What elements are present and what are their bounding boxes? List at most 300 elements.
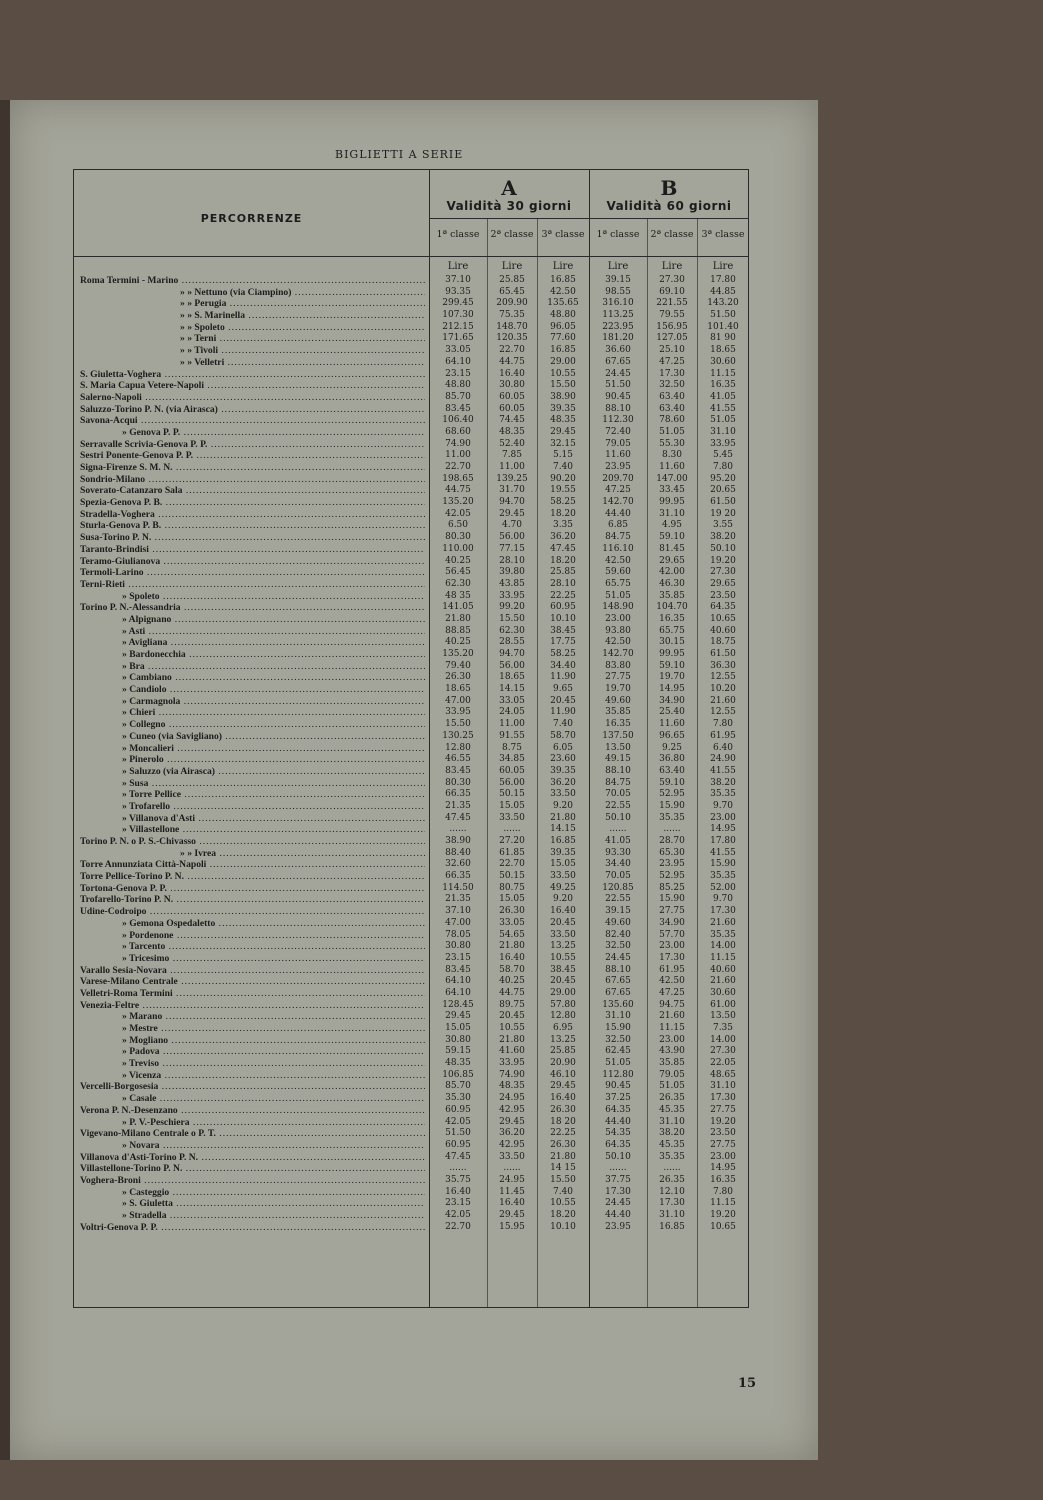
- route-name: » Padova .....: [122, 1046, 425, 1058]
- table-row: [74, 1070, 748, 1082]
- fare-value: 34.90: [659, 695, 685, 706]
- fare-value: 65.75: [605, 578, 631, 589]
- fare-value: 11.90: [550, 707, 576, 718]
- fare-value: 299.45: [442, 298, 474, 309]
- fare-value: 57.80: [550, 999, 576, 1010]
- fare-value: 21.60: [659, 1011, 685, 1022]
- fare-value: 142.70: [602, 649, 634, 659]
- route-name: Varallo Sesia-Novara .....: [80, 965, 425, 977]
- class-label: 3ª classe: [701, 229, 745, 240]
- table-row: [74, 287, 748, 299]
- fare-value: 135.60: [602, 999, 634, 1010]
- fare-value: 10.65: [710, 1221, 736, 1232]
- fare-value: 54.35: [605, 1128, 631, 1139]
- fare-value: 44.75: [445, 485, 471, 496]
- fare-value: 18.20: [550, 1210, 576, 1220]
- fare-value: 50.10: [605, 812, 631, 823]
- fare-value: 61.50: [710, 497, 736, 508]
- fare-value: 147.00: [656, 473, 688, 484]
- fare-value: 33.95: [710, 438, 736, 449]
- fare-value: 33.50: [499, 812, 525, 823]
- fare-value: 9.70: [712, 894, 734, 905]
- fare-value: 65.75: [659, 625, 685, 636]
- table-row: [74, 988, 748, 1000]
- fare-value: 34.90: [659, 917, 685, 928]
- fare-value: 14.15: [550, 824, 576, 835]
- fare-value: 21.80: [550, 1151, 576, 1162]
- fare-value: 17.30: [710, 906, 736, 917]
- fare-value: 81.45: [659, 543, 685, 554]
- currency-label: Lire: [661, 261, 683, 272]
- fare-value: 33.50: [550, 789, 576, 800]
- fare-value: 39.15: [605, 275, 631, 285]
- fare-value: 113.25: [602, 310, 634, 321]
- fare-value: 12.10: [659, 1186, 685, 1197]
- route-name: Teramo-Giulianova .....: [80, 556, 425, 568]
- fare-value: 22.25: [550, 590, 576, 601]
- fare-value: 28.70: [659, 836, 685, 846]
- fare-value: 28.55: [499, 637, 525, 648]
- table-row: [74, 1128, 748, 1140]
- fare-value: 21.60: [710, 695, 736, 706]
- table-row: [74, 602, 748, 614]
- fare-value: 18.75: [710, 637, 736, 648]
- fare-value: 7.40: [552, 719, 574, 730]
- fare-value: 47.00: [445, 695, 471, 706]
- fare-value: 30.80: [445, 941, 471, 952]
- fare-value: 23.00: [605, 613, 631, 624]
- route-name: Vercelli-Borgosesia .....: [80, 1081, 425, 1093]
- fare-value: 34.85: [499, 754, 525, 765]
- route-name: » Bra .....: [122, 661, 425, 673]
- fare-value: 48.80: [550, 310, 576, 321]
- fare-value: 17.80: [710, 836, 736, 846]
- fare-value: 212.15: [442, 321, 474, 332]
- fare-value: 52.00: [710, 882, 736, 893]
- fare-value: 139.25: [496, 473, 528, 484]
- fare-value: 88.40: [445, 847, 471, 858]
- fare-value: 15.95: [499, 1221, 525, 1232]
- fare-value: 16.40: [499, 1198, 525, 1209]
- route-name: » Saluzzo (via Airasca) .....: [122, 766, 425, 778]
- fare-value: 143.20: [707, 298, 739, 309]
- fare-value: 27.30: [710, 1046, 736, 1057]
- route-name: » Candiolo .....: [122, 684, 425, 696]
- fare-value: 156.95: [656, 321, 688, 332]
- route-name: » Stradella .....: [122, 1210, 425, 1222]
- table-row: [74, 439, 748, 451]
- route-name: Verona P. N.-Desenzano .....: [80, 1105, 425, 1117]
- route-name: » Pinerolo .....: [122, 754, 425, 766]
- fare-value: 4.70: [501, 520, 523, 531]
- fare-value: 10.10: [550, 613, 576, 624]
- fare-value: 62.45: [605, 1046, 631, 1057]
- fare-value: 24.05: [499, 707, 525, 718]
- fare-value: 32.50: [605, 941, 631, 952]
- fare-value: 59.10: [659, 532, 685, 543]
- table-row: [74, 1023, 748, 1035]
- fare-value: 23.15: [445, 952, 471, 963]
- route-name: » » Terni .....: [180, 333, 425, 345]
- fare-value: 47.25: [659, 356, 685, 367]
- fare-value: 36.80: [659, 754, 685, 765]
- fare-value: 25.10: [659, 345, 685, 356]
- fare-value: 29.45: [550, 426, 576, 437]
- table-row: [74, 778, 748, 790]
- fare-value: 51.05: [710, 415, 736, 426]
- table-row: [74, 719, 748, 731]
- fare-value: 9.65: [552, 684, 574, 695]
- table-row: [74, 883, 748, 895]
- route-name: Serravalle Scrivia-Genova P. P. .....: [80, 439, 425, 451]
- fare-value: 148.90: [602, 602, 634, 613]
- table-row: [74, 1058, 748, 1070]
- fare-value: 33.05: [499, 917, 525, 928]
- fare-value: 110.00: [442, 543, 474, 554]
- fare-value: 16.85: [659, 1221, 685, 1232]
- fare-value: 65.30: [659, 847, 685, 858]
- fare-value: 64.10: [445, 976, 471, 987]
- fare-value: 61.95: [659, 964, 685, 975]
- route-name: » » S. Marinella .....: [180, 310, 425, 322]
- route-name: » Chieri .....: [122, 707, 425, 719]
- fare-value: 10.55: [550, 952, 576, 963]
- fare-value: 11.00: [499, 719, 525, 730]
- fare-value: 16.85: [550, 275, 576, 285]
- fare-value: 22.05: [710, 1058, 736, 1069]
- route-name: Velletri-Roma Termini .....: [80, 988, 425, 1000]
- route-name: » Torre Pellice .....: [122, 789, 425, 801]
- fare-value: 60.95: [445, 1139, 471, 1150]
- fare-value: 6.85: [607, 520, 629, 531]
- table-row: [74, 380, 748, 392]
- fare-value: 130.25: [442, 730, 474, 741]
- route-name: » Treviso .....: [122, 1058, 425, 1070]
- fare-value: 36.60: [605, 345, 631, 356]
- fare-value: 26.35: [659, 1093, 685, 1104]
- fare-value: 41.55: [710, 847, 736, 858]
- route-name: » Casale .....: [122, 1093, 425, 1105]
- fare-value: 39.15: [605, 906, 631, 917]
- fare-value: 106.85: [442, 1069, 474, 1080]
- table-row: [74, 1011, 748, 1023]
- fare-value: 15.90: [659, 800, 685, 811]
- fare-value: 66.35: [445, 871, 471, 882]
- fare-value: 18.20: [550, 555, 576, 566]
- route-name: Salerno-Napoli .....: [80, 392, 425, 404]
- fare-value: 148.70: [496, 321, 528, 332]
- fare-value: 23.50: [710, 1128, 736, 1139]
- table-row: [74, 1046, 748, 1058]
- fare-value: 16.85: [550, 836, 576, 846]
- route-name: » Alpignano .....: [122, 614, 425, 626]
- fare-value: 33.50: [550, 871, 576, 882]
- fare-value: 96.65: [659, 730, 685, 741]
- fare-value: 6.50: [447, 520, 469, 531]
- fare-table: [73, 169, 749, 1308]
- route-name: » Cambiano .....: [122, 672, 425, 684]
- fare-value: 48.35: [499, 426, 525, 437]
- route-name: Villanova d'Asti-Torino P. N. .....: [80, 1152, 425, 1164]
- fare-value: 198.65: [442, 473, 474, 484]
- fare-value: 11.90: [550, 672, 576, 683]
- fare-value: 37.10: [445, 275, 471, 285]
- fare-value: 17.80: [710, 275, 736, 285]
- fare-value: 48.35: [550, 415, 576, 426]
- fare-value: 18.65: [445, 684, 471, 695]
- route-name: » Bardonecchia .....: [122, 649, 425, 661]
- table-row: [74, 871, 748, 883]
- fare-value: 6.40: [712, 742, 734, 753]
- fare-value: 104.70: [656, 602, 688, 613]
- table-row: [74, 591, 748, 603]
- fare-value: 40.60: [710, 625, 736, 636]
- fare-value: 15.05: [499, 800, 525, 811]
- table-row: [74, 859, 748, 871]
- route-name: » Moncalieri .....: [122, 743, 425, 755]
- fare-value: 29.45: [499, 1210, 525, 1220]
- table-row: [74, 672, 748, 684]
- route-name: Villastellone-Torino P. N. .....: [80, 1163, 425, 1175]
- table-row: [74, 1175, 748, 1187]
- fare-value: 29.00: [550, 356, 576, 367]
- fare-value: 95.20: [710, 473, 736, 484]
- fare-value: 51.05: [605, 590, 631, 601]
- fare-value: 20.65: [710, 485, 736, 496]
- route-name: Sestri Ponente-Genova P. P. .....: [80, 450, 425, 462]
- fare-value: 31.10: [659, 1210, 685, 1220]
- fare-value: 44.75: [499, 356, 525, 367]
- table-row: [74, 906, 748, 918]
- fare-value: 25.40: [659, 707, 685, 718]
- currency-row: [74, 261, 748, 273]
- fare-value: 33.50: [550, 929, 576, 940]
- fare-value: 89.75: [499, 999, 525, 1010]
- fare-value: 23.15: [445, 368, 471, 379]
- fare-value: 44.40: [605, 508, 631, 519]
- fare-value: 51.05: [605, 1058, 631, 1069]
- table-row: [74, 614, 748, 626]
- fare-value: 50.10: [605, 1151, 631, 1162]
- fare-value: 31.10: [710, 1081, 736, 1092]
- table-row: [74, 824, 748, 836]
- fare-value: 19 20: [710, 508, 736, 519]
- fare-value: 52.40: [499, 438, 525, 449]
- fare-value: 16.40: [550, 906, 576, 917]
- fare-value: 28.10: [499, 555, 525, 566]
- table-row: [74, 1163, 748, 1175]
- fare-value: 10.55: [499, 1023, 525, 1033]
- fare-value: 63.40: [659, 403, 685, 414]
- fare-value: ......: [449, 1163, 467, 1174]
- fare-value: 5.15: [552, 450, 574, 461]
- table-row: [74, 637, 748, 649]
- fare-value: 61.50: [710, 649, 736, 659]
- fare-value: 15.90: [710, 859, 736, 870]
- table-row: [74, 1210, 748, 1222]
- fare-value: 88.10: [605, 964, 631, 975]
- fare-value: 135.20: [442, 497, 474, 508]
- class-label: 3ª classe: [541, 229, 585, 240]
- fare-value: 85.25: [659, 882, 685, 893]
- fare-value: 50.15: [499, 871, 525, 882]
- fare-value: 30.60: [710, 356, 736, 367]
- table-row: [74, 836, 748, 848]
- group-a-validity: Validità 30 giorni: [446, 199, 572, 213]
- fare-value: 35.85: [659, 590, 685, 601]
- table-row: [74, 941, 748, 953]
- route-name: » S. Giuletta .....: [122, 1198, 425, 1210]
- route-name: » Carmagnola .....: [122, 696, 425, 708]
- fare-value: 20.45: [550, 976, 576, 987]
- fare-value: ......: [663, 824, 681, 835]
- fare-value: 32.50: [659, 380, 685, 391]
- fare-value: 24.45: [605, 368, 631, 379]
- fare-value: 36.20: [550, 777, 576, 788]
- route-name: » Mogliano .....: [122, 1035, 425, 1047]
- fare-value: 47.45: [445, 812, 471, 823]
- fare-value: 38.20: [659, 1128, 685, 1139]
- table-row: [74, 1081, 748, 1093]
- fare-value: 40.25: [445, 637, 471, 648]
- fare-value: 84.75: [605, 532, 631, 543]
- fare-value: 35.75: [445, 1174, 471, 1185]
- fare-value: 67.65: [605, 976, 631, 987]
- fare-value: 23.00: [659, 1034, 685, 1045]
- fare-value: 58.70: [499, 964, 525, 975]
- class-label: 1ª classe: [436, 229, 480, 240]
- fare-value: 48.65: [710, 1069, 736, 1080]
- table-row: [74, 731, 748, 743]
- fare-value: 29.65: [710, 578, 736, 589]
- fare-value: 94.70: [499, 497, 525, 508]
- route-name: Torre Pellice-Torino P. N. .....: [80, 871, 425, 883]
- fare-value: 62.30: [499, 625, 525, 636]
- fare-value: 11.60: [605, 450, 631, 461]
- fare-value: 45.35: [659, 1104, 685, 1115]
- fare-value: 61.85: [499, 847, 525, 858]
- fare-value: 59.15: [445, 1046, 471, 1057]
- route-name: » Avigliana .....: [122, 637, 425, 649]
- fare-value: 41.05: [605, 836, 631, 846]
- fare-value: 11.15: [710, 1198, 736, 1209]
- fare-value: 9.20: [552, 894, 574, 905]
- fare-value: 209.90: [496, 298, 528, 309]
- fare-value: 15.50: [550, 380, 576, 391]
- table-row: [74, 1198, 748, 1210]
- route-name: Sondrio-Milano .....: [80, 474, 425, 486]
- fare-value: 26.35: [659, 1174, 685, 1185]
- fare-value: 78.60: [659, 415, 685, 426]
- header-rule: [429, 218, 748, 219]
- fare-value: 98.55: [605, 286, 631, 297]
- fare-value: 80.30: [445, 777, 471, 788]
- table-row: [74, 743, 748, 755]
- fare-value: 17.30: [659, 1198, 685, 1209]
- fare-value: 18.65: [710, 345, 736, 356]
- fare-value: 44.85: [710, 286, 736, 297]
- fare-value: 79.55: [659, 310, 685, 321]
- fare-value: 7.40: [552, 462, 574, 472]
- route-name: S. Giuletta-Voghera .....: [80, 369, 425, 381]
- fare-value: 74.90: [499, 1069, 525, 1080]
- fare-value: 33.50: [499, 1151, 525, 1162]
- fare-value: 34.40: [605, 859, 631, 870]
- fare-value: 42.50: [659, 976, 685, 987]
- fare-value: 33.05: [445, 345, 471, 356]
- route-name: S. Maria Capua Vetere-Napoli .....: [80, 380, 425, 392]
- fare-value: 22.25: [550, 1128, 576, 1139]
- fare-value: 35.30: [445, 1093, 471, 1104]
- fare-value: 27.75: [659, 906, 685, 917]
- fare-value: 22.55: [605, 894, 631, 905]
- fare-value: 31.10: [605, 1011, 631, 1022]
- fare-value: 13.25: [550, 941, 576, 952]
- table-row: [74, 415, 748, 427]
- fare-value: 63.40: [659, 765, 685, 776]
- fare-value: 8.30: [661, 450, 683, 461]
- fare-value: 60.05: [499, 403, 525, 414]
- fare-value: 142.70: [602, 497, 634, 508]
- fare-value: 30.15: [659, 637, 685, 648]
- fare-value: 35.35: [710, 871, 736, 882]
- fare-value: 41.55: [710, 765, 736, 776]
- fare-value: 21.80: [499, 941, 525, 952]
- fare-value: 30.80: [445, 1034, 471, 1045]
- fare-value: 37.75: [605, 1174, 631, 1185]
- fare-value: 209.70: [602, 473, 634, 484]
- fare-value: 36.20: [499, 1128, 525, 1139]
- fare-value: 65.45: [499, 286, 525, 297]
- fare-value: 41.55: [710, 403, 736, 414]
- fare-value: 35.35: [710, 929, 736, 940]
- fare-value: 49.60: [605, 917, 631, 928]
- table-row: [74, 509, 748, 521]
- fare-value: 55.30: [659, 438, 685, 449]
- route-name: » Pordenone .....: [122, 930, 425, 942]
- fare-value: 38.90: [445, 836, 471, 846]
- fare-value: 48 35: [445, 590, 471, 601]
- fare-value: 4.95: [661, 520, 683, 531]
- fare-value: 31.70: [499, 485, 525, 496]
- table-row: [74, 462, 748, 474]
- fare-value: 8.75: [501, 742, 523, 753]
- fare-value: 64.35: [710, 602, 736, 613]
- route-name: Spezia-Genova P. B. .....: [80, 497, 425, 509]
- fare-value: 23.60: [550, 754, 576, 765]
- table-row: [74, 298, 748, 310]
- fare-value: ......: [609, 824, 627, 835]
- fare-value: 79.40: [445, 660, 471, 671]
- fare-value: ......: [609, 1163, 627, 1174]
- fare-value: 51.05: [659, 426, 685, 437]
- fare-value: 56.45: [445, 567, 471, 578]
- fare-value: 42.95: [499, 1104, 525, 1115]
- fare-value: 26.30: [550, 1104, 576, 1115]
- fare-value: 114.50: [442, 882, 474, 893]
- fare-value: 29.45: [499, 508, 525, 519]
- fare-value: 47.45: [445, 1151, 471, 1162]
- fare-value: 58.25: [550, 649, 576, 659]
- fare-value: 18 20: [550, 1116, 576, 1127]
- fare-value: 116.10: [602, 543, 634, 554]
- route-name: Stradella-Voghera .....: [80, 509, 425, 521]
- fare-value: 7.85: [501, 450, 523, 461]
- table-row: [74, 404, 748, 416]
- fare-value: 58.25: [550, 497, 576, 508]
- fare-value: 84.75: [605, 777, 631, 788]
- fare-value: 135.65: [547, 298, 579, 309]
